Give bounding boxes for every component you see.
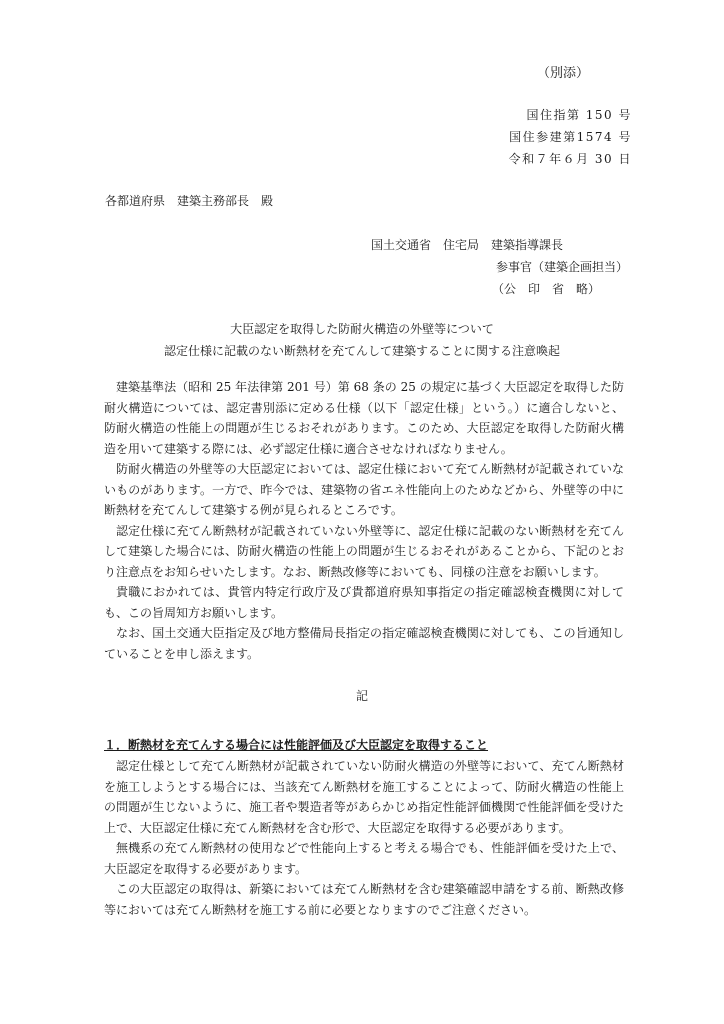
intro-paragraph-4: 貴職におかれては、貴管内特定行政庁及び貴都道府県知事指定の指定確認検査機関に対しても、この旨周知方お願いします。: [104, 585, 624, 620]
section-1-paragraph-1: 認定仕様として充てん断熱材が記載されていない防耐火構造の外壁等において、充てん断熱材を施工しようとする場合には、当該充てん断熱材を施工することによって、防耐火構造の性能上の問題が生じないように、施工者や製造者等があらかじめ指定性能評価機関で性能評価を受けた上で、大臣認定仕様に充てん断熱材を含む形で、大臣認定を取得する必要があります。: [104, 759, 624, 835]
annex-label: （別添）: [537, 66, 590, 81]
section-1-paragraph-3: この大臣認定の取得は、新築においては充てん断熱材を含む建築確認申請をする前、断熱改修等においては充てん断熱材を施工する前に必要となりますのでご注意ください。: [104, 882, 624, 917]
doc-number-1: 国住指第 150 号: [526, 108, 632, 122]
document-title-line-1: 大臣認定を取得した防耐火構造の外壁等について: [230, 322, 494, 336]
intro-paragraph-3: 認定仕様に充てん断熱材が記載されていない外壁等に、認定仕様に記載のない断熱材を充てんして建築した場合には、防耐火構造の性能上の問題が生じるおそれがあることから、下記のとおり注意点をお知らせいたします。なお、断熱改修等においても、同様の注意をお願いします。: [104, 523, 624, 579]
doc-number-2: 国住参建第1574 号: [509, 130, 632, 144]
addressee: 各都道府県 建築主務部長 殿: [105, 194, 274, 208]
document-title-line-2: 認定仕様に記載のない断熱材を充てんして建築することに関する注意喚起: [163, 344, 560, 358]
sender-seal-note: （公 印 省 略）: [492, 282, 601, 296]
section-1-body: [104, 756, 624, 920]
intro-paragraph-5: なお、国土交通大臣指定及び地方整備局長指定の指定確認検査機関に対しても、この旨通知していることを申し添えます。: [104, 626, 624, 661]
sender-line-2: 参事官（建築企画担当）: [496, 260, 629, 274]
sender-line-1: 国土交通省 住宅局 建築指導課長: [371, 238, 564, 252]
doc-date: 令和７年６月 30 日: [508, 152, 632, 166]
section-1-paragraph-2: 無機系の充てん断熱材の使用などで性能向上すると考える場合でも、性能評価を受けた上で、大臣認定を取得する必要があります。: [104, 841, 624, 876]
intro-body: [104, 377, 624, 664]
intro-paragraph-2: 防耐火構造の外壁等の大臣認定においては、認定仕様において充てん断熱材が記載されていないものがあります。一方で、昨今では、建築物の省エネ性能向上のためなどから、外壁等の中に断熱材を充てんして建築する例が見られるところです。: [104, 462, 624, 517]
ki-heading: 記: [355, 689, 368, 703]
section-1-heading: １．断熱材を充てんする場合には性能評価及び大臣認定を取得すること: [104, 738, 489, 752]
intro-paragraph-1: 建築基準法（昭和 25 年法律第 201 号）第 68 条の 25 の規定に基づく大臣認定を取得した防耐火構造については、認定書別添に定める仕様（以下「認定仕様」という。）に適合しないと、防耐火構造の性能上の問題が生じるおそれがあります。このため、大臣認定を取得した防耐火構造を用いて建築する際には、必ず認定仕様に適合させなければなりません。: [104, 380, 624, 456]
